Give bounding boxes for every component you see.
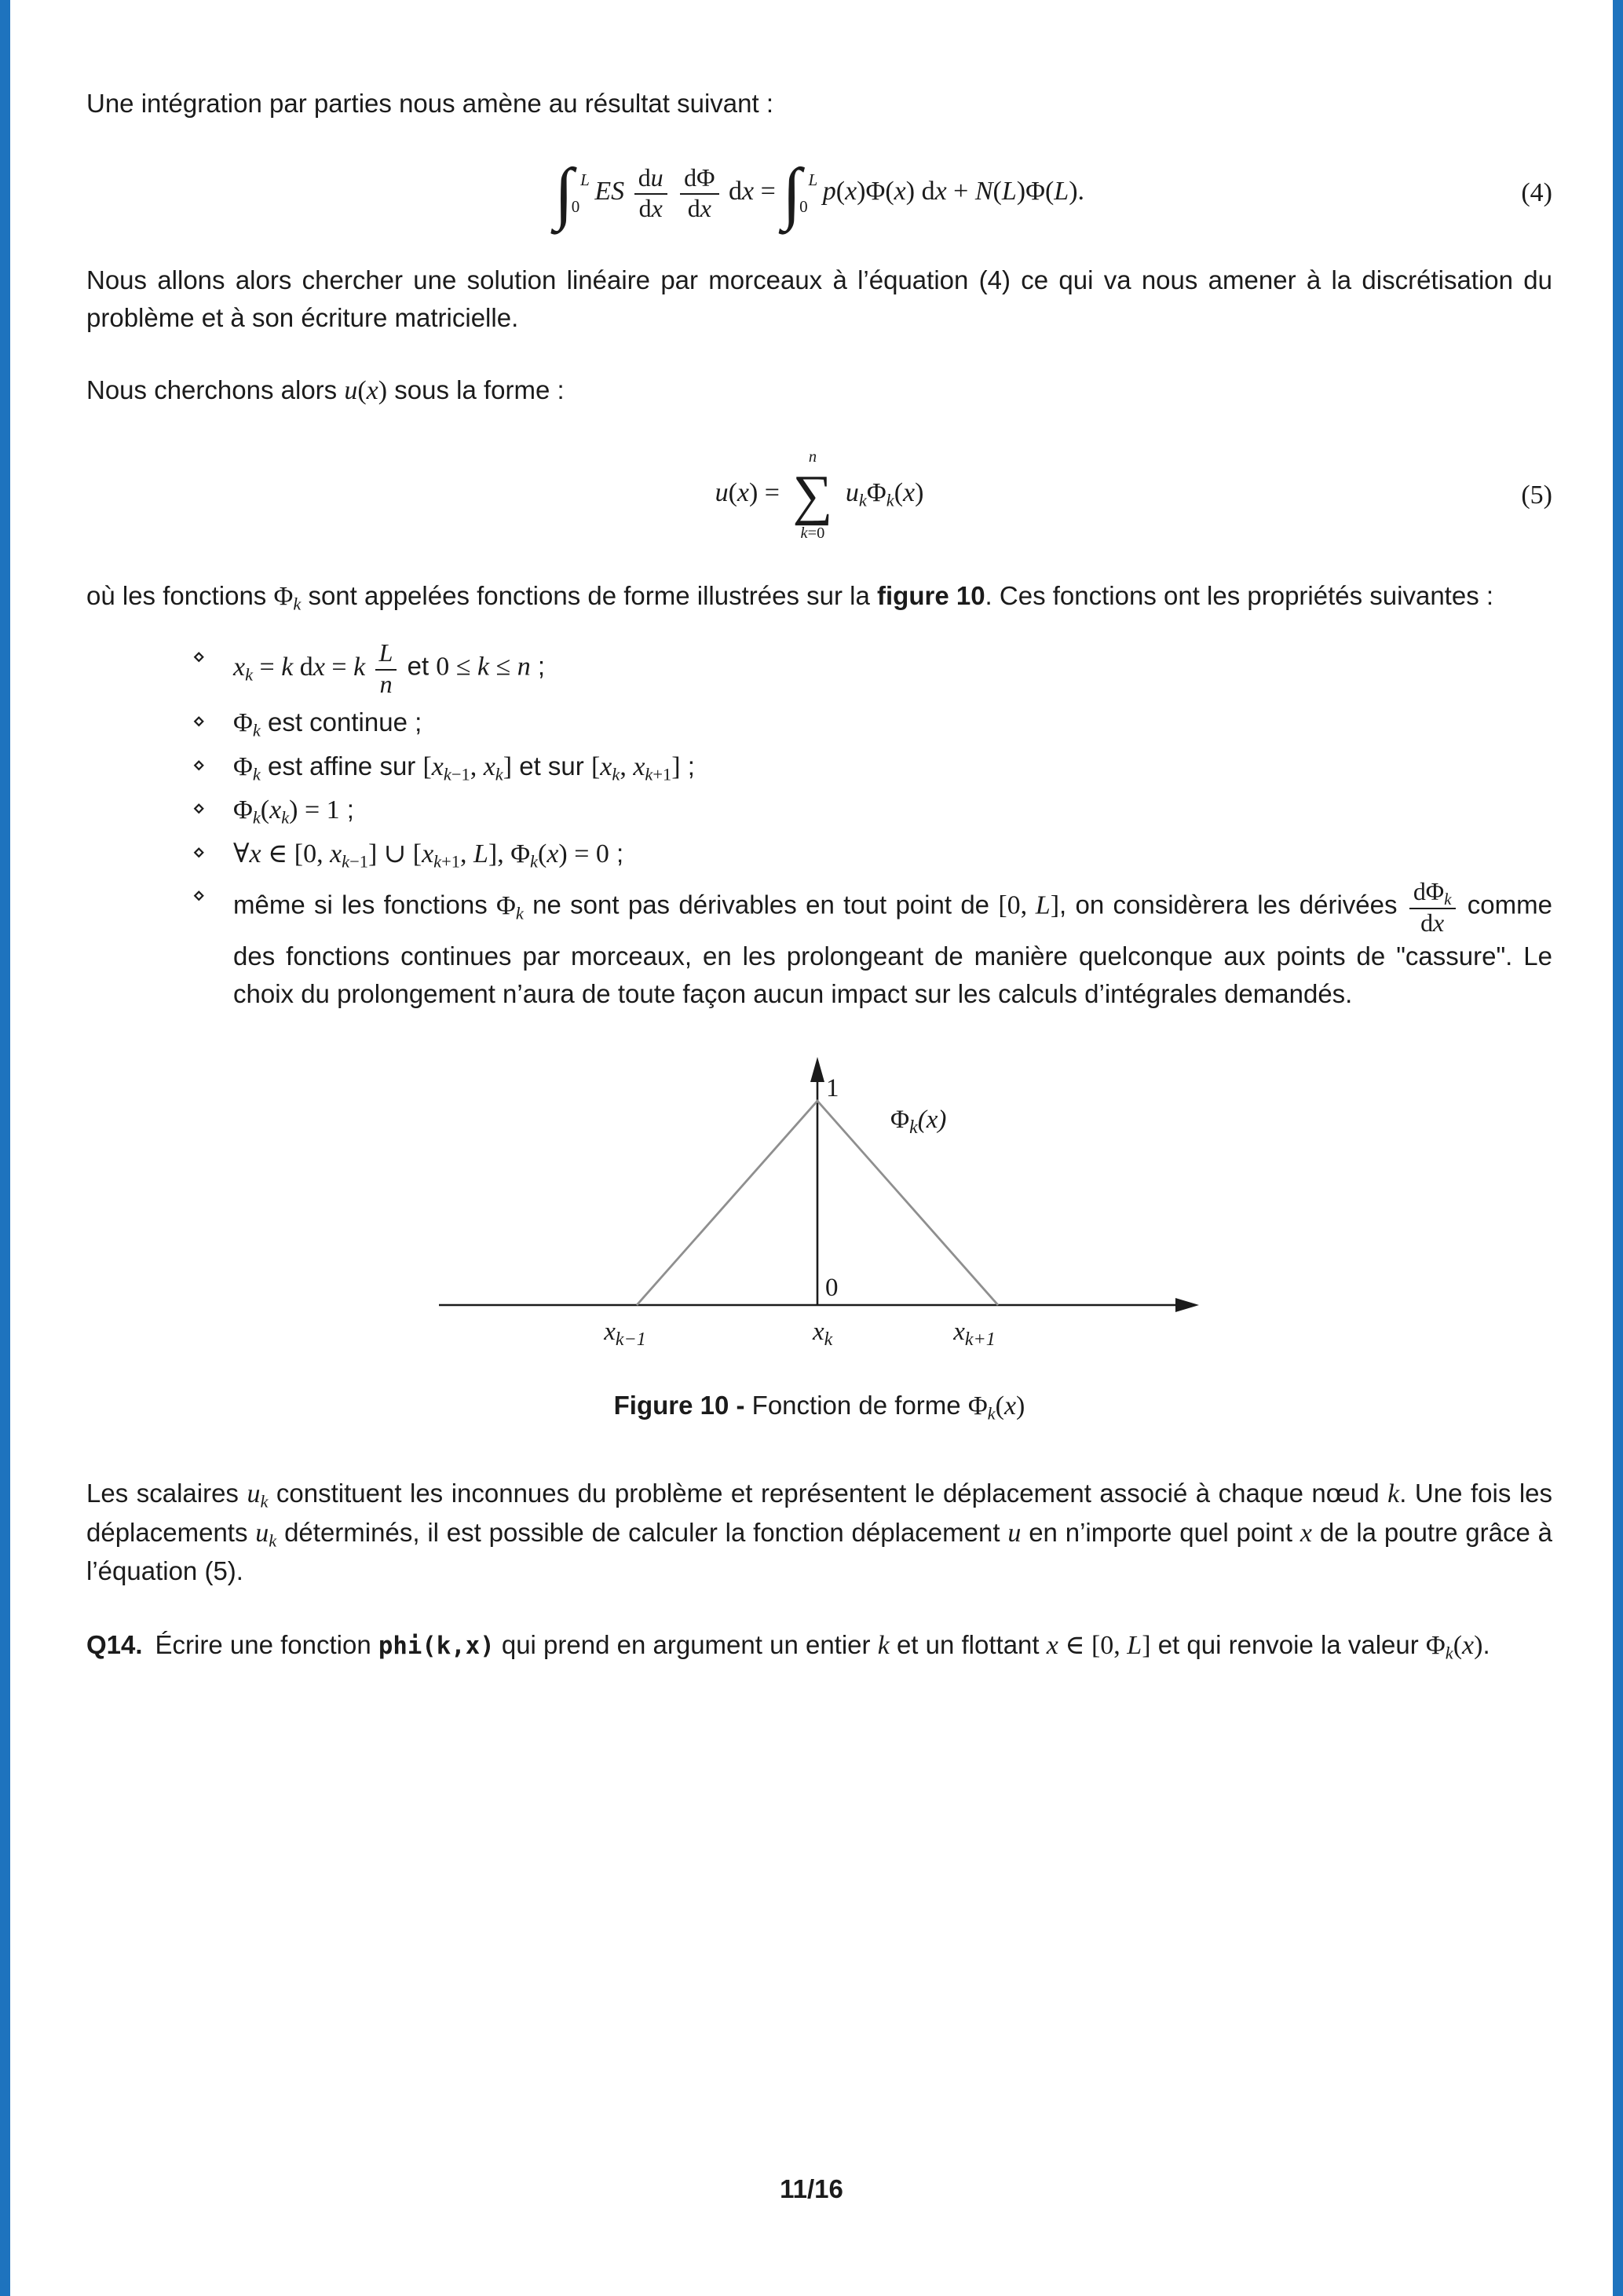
list-item xyxy=(86,835,1552,874)
list-item-text: $\Phi_k$ est affine sur [$x_{k-1}$, $x_k$] et sur [$x_k$, $x_{k+1}$] ; xyxy=(233,751,695,784)
list-item xyxy=(86,878,1552,1013)
question-q14 xyxy=(86,1626,1552,1665)
label-one: 1 xyxy=(826,1074,839,1103)
diamond-bullet-icon: ⋄ xyxy=(192,708,206,733)
list-item-text: $\Phi_k(x_k) = 1$ ; xyxy=(233,795,354,828)
figure-caption xyxy=(86,1387,1552,1426)
x-axis-arrow-icon xyxy=(1175,1298,1199,1312)
figure-caption-label: Figure 10 - xyxy=(613,1391,752,1420)
left-blue-border xyxy=(0,0,10,2296)
diamond-bullet-icon: ⋄ xyxy=(192,839,206,864)
list-item xyxy=(86,748,1552,787)
diamond-bullet-icon: ⋄ xyxy=(192,645,206,669)
paragraph-integration: Une intégration par parties nous amène au résultat suivant : xyxy=(86,89,774,118)
list-item-text: ∀x ∈ [0, $x_{k-1}$] ∪ [$x_{k+1}$, L], $\Phi_k(x) = 0$ ; xyxy=(233,838,624,872)
diamond-bullet-icon: ⋄ xyxy=(192,796,206,821)
diamond-bullet-icon: ⋄ xyxy=(192,883,206,908)
label-x-k: $x_k$ xyxy=(813,1318,833,1351)
equation-4-body: ∫ L 0 ES $\frac{du}{dx}$ $\frac{d\Phi}{dx}$ dx = ∫ L 0 p(x)Φ(x) dx + N(L)Φ(L). xyxy=(554,155,1085,232)
label-zero: 0 xyxy=(825,1274,839,1303)
paragraph-forme: Nous cherchons alors u(x) sous la forme : xyxy=(86,375,565,405)
question-label: Q14. xyxy=(86,1630,143,1660)
figure-10 xyxy=(86,1046,1552,1426)
shape-function-plot xyxy=(433,1046,1206,1356)
equation-5-number: (5) xyxy=(1521,480,1552,510)
label-x-k-plus-1: $x_{k+1}$ xyxy=(953,1318,996,1351)
list-item-text: $x_k = k$ dx = k $\frac{L}{n}$ et 0 ≤ k ≤ n ; xyxy=(233,639,546,699)
label-x-k-minus-1: $x_{k-1}$ xyxy=(604,1318,646,1351)
equation-5 xyxy=(86,447,1552,544)
equation-4-number: (4) xyxy=(1521,178,1552,208)
page-number: 11/16 xyxy=(780,2174,843,2203)
list-item xyxy=(86,639,1552,699)
paragraph-fonctions-de-forme: où les fonctions $\Phi_k$ sont appelées fonctions de forme illustrées sur la figure 10. Ces fonctions ont les propriétés suivantes : xyxy=(86,580,1494,614)
list-item-text: même si les fonctions $\Phi_k$ ne sont pas dérivables en tout point de [0, L], on considèrera les dérivées $\frac{d\Phi_k}{dx}$ comme des fonctions continues par morceaux, en les prolongeant de manière quelconque aux points de "cassure". Le choix du prolongement n’aura de toute façon aucun impact sur les calculs d’intégrales demandés. xyxy=(233,878,1552,1009)
question-text: Écrire une fonction phi(k,x) qui prend en argument un entier k et un flottant x ∈ [0, L] et qui renvoie la valeur $\Phi_k(x)$. xyxy=(155,1630,1490,1663)
properties-list xyxy=(86,639,1552,1013)
y-axis-arrow-icon xyxy=(810,1057,824,1082)
list-item xyxy=(86,791,1552,830)
list-item-text: $\Phi_k$ est continue ; xyxy=(233,707,422,740)
equation-5-body: u(x) = n ∑ k=0 $u_k\Phi_k(x)$ xyxy=(715,448,924,543)
phi-curve-label: $\Phi_k(x)$ xyxy=(890,1106,947,1139)
paragraph-scalaires: Les scalaires $u_k$ constituent les inconnues du problème et représentent le déplacement associé à chaque nœud k. Une fois les déplacements $u_k$ déterminés, il est possible de calculer la fonction déplacement u en n’importe quel point x de la poutre grâce à l’équation (5). xyxy=(86,1479,1553,1586)
diamond-bullet-icon: ⋄ xyxy=(192,752,206,777)
right-blue-border xyxy=(1613,0,1623,2296)
equation-4 xyxy=(86,155,1552,232)
paragraph-discretisation: Nous allons alors chercher une solution linéaire par morceaux à l’équation (4) ce qui va nous amener à la discrétisation du problème et à son écriture matricielle. xyxy=(86,265,1552,332)
list-item xyxy=(86,704,1552,743)
figure-caption-text: Fonction de forme $\Phi_k(x)$ xyxy=(751,1391,1025,1424)
